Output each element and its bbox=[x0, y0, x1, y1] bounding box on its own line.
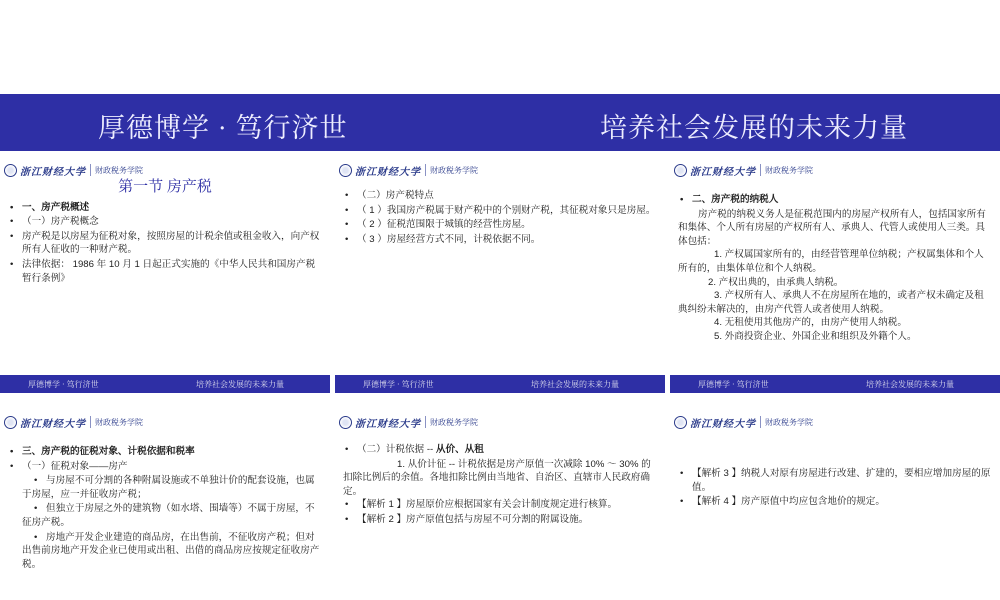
university-logo bbox=[339, 161, 478, 179]
university-seal-icon bbox=[339, 164, 352, 177]
footer-slogan: 培养社会发展的未来力量 bbox=[531, 380, 619, 389]
bullet: • 一、房产税概述 bbox=[8, 201, 322, 215]
college-name: 财政税务学院 bbox=[95, 417, 143, 427]
college-name: 财政税务学院 bbox=[95, 165, 143, 175]
bullet: • 【解析 3 】纳税人对原有房屋进行改建、扩建的，要相应增加房屋的原值。 bbox=[678, 467, 992, 494]
bullet-prefix: （二）计税依据 -- bbox=[357, 444, 436, 455]
paragraph: 5. 外商投资企业、外国企业和组织及外籍个人。 bbox=[714, 330, 917, 342]
bullet: • 【解析 2 】房产原值包括与房屋不可分割的附属设施。 bbox=[343, 513, 657, 527]
footer-motto: 厚德博学 · 笃行济世 bbox=[28, 380, 99, 389]
bullet: • （二）房产税特点 bbox=[343, 189, 657, 203]
university-seal-icon bbox=[339, 416, 352, 429]
college-name: 财政税务学院 bbox=[430, 417, 478, 427]
top-banner bbox=[0, 94, 1000, 151]
university-seal-icon bbox=[674, 164, 687, 177]
bullet: • 【解析 1 】房屋原价应根据国家有关会计制度规定进行核算。 bbox=[343, 498, 657, 512]
university-seal-icon bbox=[4, 164, 17, 177]
bullet: • （一）征税对象——房产 bbox=[8, 460, 322, 474]
footer-slogan: 培养社会发展的未来力量 bbox=[196, 380, 284, 389]
university-name: 浙江财经大学 bbox=[20, 166, 86, 178]
slide-2[interactable] bbox=[335, 155, 665, 393]
banner-slogan: 培养社会发展的未来力量 bbox=[600, 113, 908, 143]
university-logo bbox=[339, 413, 478, 431]
footer-motto: 厚德博学 · 笃行济世 bbox=[698, 380, 769, 389]
slide-footer bbox=[670, 375, 1000, 393]
university-name: 浙江财经大学 bbox=[355, 418, 421, 430]
bullet-emphasis: 从价、从租 bbox=[435, 444, 484, 455]
slide-5[interactable] bbox=[335, 407, 665, 600]
bullet: • （ 1 ）我国房产税属于财产税中的个别财产税，其征税对象只是房屋。 bbox=[343, 204, 657, 218]
university-seal-icon bbox=[674, 416, 687, 429]
banner-motto: 厚德博学 · 笃行济世 bbox=[98, 113, 348, 143]
university-logo bbox=[4, 413, 143, 431]
university-seal-icon bbox=[4, 416, 17, 429]
slide-footer bbox=[0, 375, 330, 393]
university-name: 浙江财经大学 bbox=[20, 418, 86, 430]
paragraph: 房产税的纳税义务人是征税范围内的房屋产权所有人，包括国家所有和集体、个人所有房屋的产权所有人、承典人、代管人或使用人三类。具体包括： bbox=[678, 208, 986, 247]
slide-3[interactable] bbox=[670, 155, 1000, 393]
bullet: • 但独立于房屋之外的建筑物（如水塔、围墙等）不属于房屋，不征房产税。 bbox=[8, 502, 322, 529]
university-logo bbox=[674, 413, 813, 431]
paragraph: 3. 产权所有人、承典人不在房屋所在地的，或者产权未确定及租典纠纷未解决的，由房产代管人或者使用人纳税。 bbox=[678, 290, 984, 315]
bullet: • 三、房产税的征税对象、计税依据和税率 bbox=[8, 445, 322, 459]
slide-footer bbox=[335, 375, 665, 393]
university-logo bbox=[674, 161, 813, 179]
bullet: • 法律依据： 1986 年 10 月 1 日起正式实施的《中华人民共和国房产税暂行条例》 bbox=[8, 258, 322, 285]
bullet: • 【解析 4 】房产原值中均应包含地价的规定。 bbox=[678, 495, 992, 509]
bullet: • 房产税是以房屋为征税对象，按照房屋的计税余值或租金收入，向产权所有人征收的一种财产税。 bbox=[8, 230, 322, 257]
paragraph: 1. 产权属国家所有的，由经营管理单位纳税；产权属集体和个人所有的，由集体单位和个人纳税。 bbox=[678, 249, 984, 274]
bullet: • （ 2 ）征税范围限于城镇的经营性房屋。 bbox=[343, 218, 657, 232]
university-name: 浙江财经大学 bbox=[355, 166, 421, 178]
bullet: • 与房屋不可分割的各种附属设施或不单独计价的配套设施，也属于房屋，应一并征收房产税； bbox=[8, 474, 322, 501]
paragraph: 1. 从价计征 -- 计税依据是房产原值一次减除 10% ～ 30% 的扣除比例后的余值。各地扣除比例由当地省、自治区、直辖市人民政府确定。 bbox=[343, 458, 651, 497]
bullet: • 房地产开发企业建造的商品房，在出售前，不征收房产税；但对出售前房地产开发企业已使用或出租、出借的商品房应按规定征收房产税。 bbox=[8, 531, 322, 572]
university-name: 浙江财经大学 bbox=[690, 166, 756, 178]
footer-motto: 厚德博学 · 笃行济世 bbox=[363, 380, 434, 389]
slide-title: 第一节 房产税 bbox=[118, 179, 212, 195]
college-name: 财政税务学院 bbox=[765, 165, 813, 175]
bullet bbox=[343, 443, 657, 457]
slide-6[interactable] bbox=[670, 407, 1000, 600]
bullet: • 二、房产税的纳税人 bbox=[678, 193, 992, 207]
bullet: • （一）房产税概念 bbox=[8, 215, 322, 229]
bullet: • （ 3 ）房屋经营方式不同，计税依据不同。 bbox=[343, 233, 657, 247]
college-name: 财政税务学院 bbox=[765, 417, 813, 427]
paragraph: 2. 产权出典的，由承典人纳税。 bbox=[708, 276, 844, 288]
university-name: 浙江财经大学 bbox=[690, 418, 756, 430]
university-logo bbox=[4, 161, 143, 179]
slide-4[interactable] bbox=[0, 407, 330, 600]
slide-1[interactable] bbox=[0, 155, 330, 393]
paragraph: 4. 无租使用其他房产的，由房产使用人纳税。 bbox=[714, 317, 907, 329]
college-name: 财政税务学院 bbox=[430, 165, 478, 175]
footer-slogan: 培养社会发展的未来力量 bbox=[866, 380, 954, 389]
